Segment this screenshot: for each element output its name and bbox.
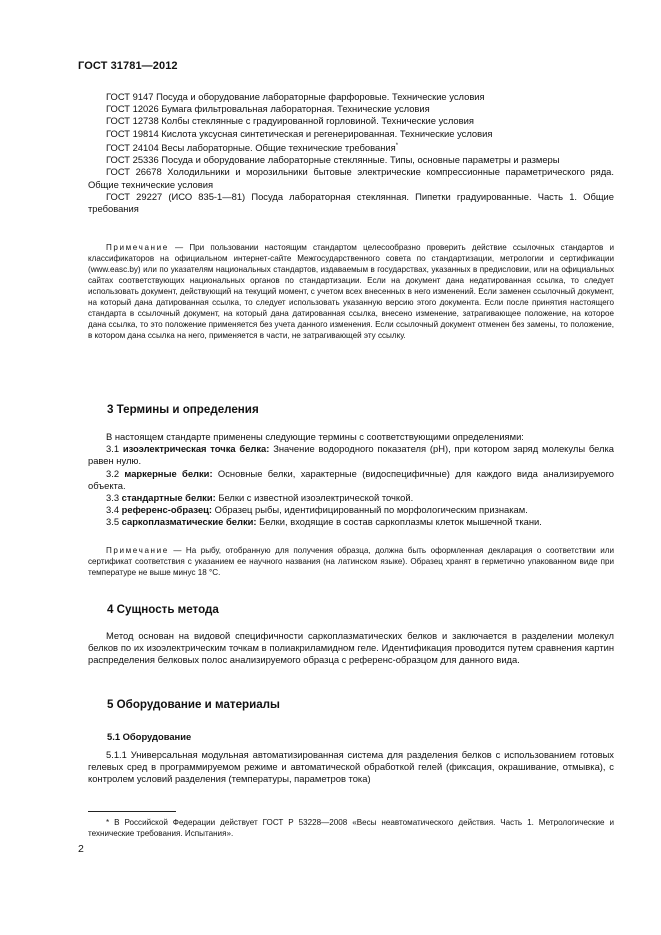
section-4-body: [88, 630, 614, 667]
footnote-marker: *: [395, 142, 399, 149]
section-4-text: Метод основан на видовой специфичности саркоплазматических белков и заключается в разделении молекул белков по их изоэлектрическим точкам в полиакриламидном геле. Идентификация проводится путем сравнения картин распределения белковых полос анализируемого образца с референс-образцом для данного вида.: [88, 630, 614, 666]
document-code-header: ГОСТ 31781—2012: [78, 60, 178, 72]
references-note: [88, 242, 614, 341]
term-name: стандартные белки:: [121, 492, 216, 504]
note-label: Примечание: [106, 546, 169, 555]
section-3-title: 3 Термины и определения: [107, 403, 259, 416]
reference-item: ГОСТ 9147 Посуда и оборудование лабораторные фарфоровые. Технические условия: [106, 91, 485, 102]
term-name: маркерные белки:: [124, 467, 213, 479]
section-5-title: 5 Оборудование и материалы: [107, 698, 280, 711]
section-5-body: [88, 749, 614, 786]
section-3-note: [88, 545, 614, 578]
note-text: — На рыбу, отобранную для получения образца, должна быть оформленная декларация о соответствии или сертификат соответствия с указанием ее научного названия (на латинском языке). Образец хранят в герметично упакованном виде при температуре не выше минус 18 °С.: [88, 546, 614, 577]
reference-item: ГОСТ 26678 Холодильники и морозильники бытовые электрические компрессионные параметрического ряда. Общие технические условия: [88, 166, 614, 190]
section-3-body: [88, 431, 614, 529]
footnote: [88, 817, 614, 839]
reference-item: ГОСТ 24104 Весы лабораторные. Общие технические требования*: [106, 141, 399, 153]
footnote-divider: [88, 811, 176, 812]
term-name: референс-образец:: [121, 504, 213, 516]
footnote-marker: *: [106, 818, 110, 827]
term-definition: 3.3 стандартные белки: Белки с известной изоэлектрической точкой.: [106, 492, 414, 504]
reference-item: ГОСТ 12026 Бумага фильтровальная лабораторная. Технические условия: [106, 103, 430, 115]
term-definition: 3.5 саркоплазматические белки: Белки, входящие в состав саркоплазмы клеток мышечной ткани.: [106, 516, 542, 528]
footnote-text: В Российской Федерации действует ГОСТ Р 53228—2008 «Весы неавтоматического действия. Часть 1. Метрологические и технические требования. Испытания».: [88, 818, 614, 838]
note-label: Примечание: [106, 243, 169, 252]
term-definition: 3.2 маркерные белки: Основные белки, характерные (видоспецифичные) для каждого вида анализируемого объекта.: [88, 467, 614, 491]
section-5-1-1-text: 5.1.1 Универсальная модульная автоматизированная система для разделения белков с использованием готовых гелевых сред в программируемом режиме и автоматической обработкой гелей (фиксация, окрашивание, отмывка), с контролем условий разделения (температуры, параметров тока): [88, 749, 614, 785]
reference-item: ГОСТ 25336 Посуда и оборудование лабораторные стеклянные. Типы, основные параметры и размеры: [106, 154, 560, 166]
term-definition: 3.1 изоэлектрическая точка белка: Значение водородного показателя (pH), при котором заряд молекулы белка равен нулю.: [88, 443, 615, 467]
normative-references-list: [88, 91, 614, 215]
subsection-5-1-title: 5.1 Оборудование: [107, 731, 192, 742]
section-4-title: 4 Сущность метода: [107, 603, 219, 616]
term-name: саркоплазматические белки:: [121, 516, 257, 528]
term-definition: 3.4 референс-образец: Образец рыбы, идентифицированный по морфологическим признакам.: [106, 504, 528, 516]
reference-item: ГОСТ 29227 (ИСО 835-1—81) Посуда лабораторная стеклянная. Пипетки градуированные. Часть 1. Общие требования: [88, 190, 614, 214]
reference-item: ГОСТ 12738 Колбы стеклянные с градуированной горловиной. Технические условия: [106, 115, 474, 127]
note-text: — При пользовании настоящим стандартом целесообразно проверить действие ссылочных стандартов и классификаторов на официальном интернет-сайте Межгосударственного совета по стандартизации, метрологии и сертификации (www.easc.by) или по указателям национальных стандартов, издаваемым в государствах, указанных в предисловии, или на официальных сайтах соответствующих национальных органов по стандартизации. Если на документ дана недатированная ссылка, то следует использовать документ, действующий на текущий момент, с учетом всех внесенных в него изменений. Если заменен ссылочный документ, на который дана датированная ссылка, то следует использовать указанную версию этого документа. Если после принятия настоящего стандарта в ссылочный документ, на который дана датированная ссылка, внесено изменение, затрагивающее положение, на которое дана ссылка, то это положение применяется без учета данного изменения. Если ссылочный документ отменен без замены, то положение, в котором дана ссылка на него, применяется в части, не затрагивающей эту ссылку.: [88, 243, 614, 340]
term-name: изоэлектрическая точка белка:: [122, 443, 270, 455]
section-3-intro: В настоящем стандарте применены следующие термины с соответствующими определениями:: [106, 431, 524, 442]
reference-item: ГОСТ 19814 Кислота уксусная синтетическая и регенерированная. Технические условия: [106, 127, 493, 139]
page-number: 2: [78, 843, 84, 855]
